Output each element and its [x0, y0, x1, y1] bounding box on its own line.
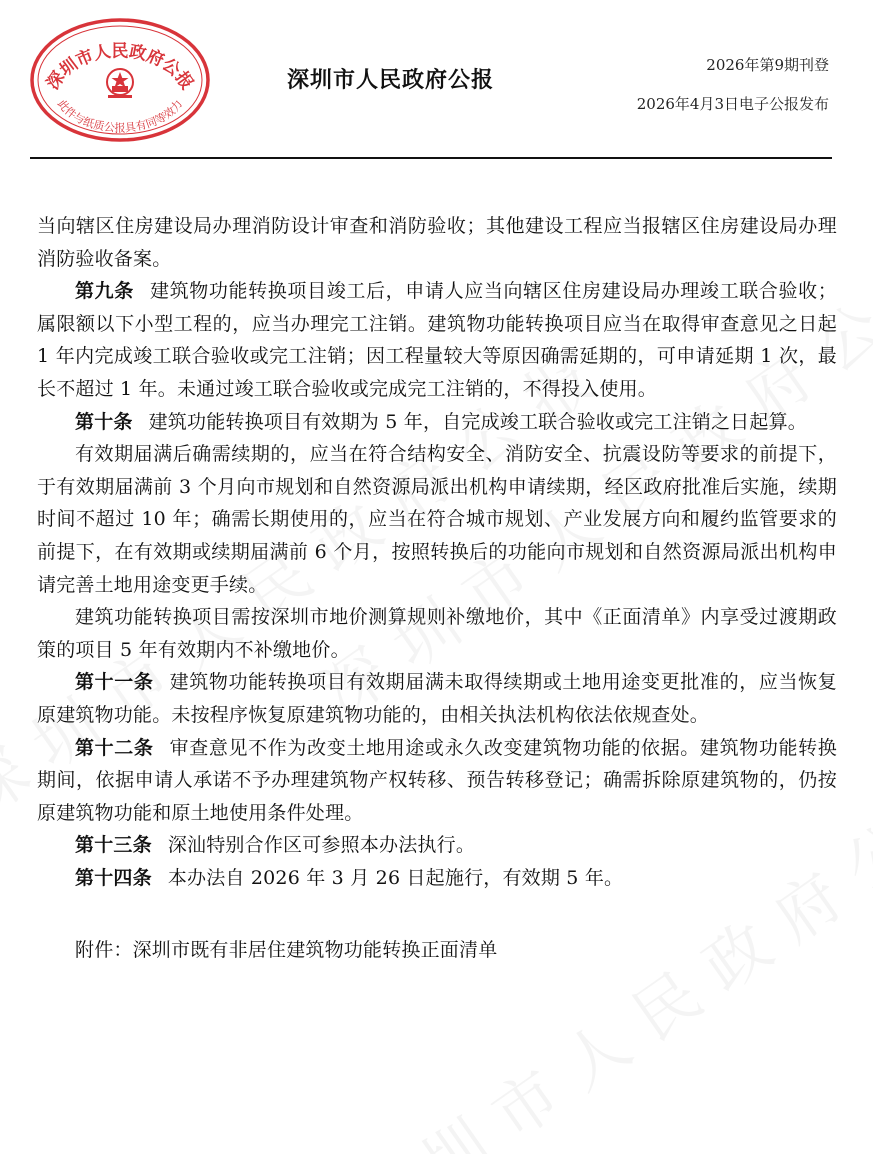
header-divider [30, 157, 832, 159]
svg-text:此件与纸质公报具有同等效力 [55, 97, 185, 135]
article-9 [37, 275, 837, 405]
official-seal-icon [28, 16, 212, 144]
publish-date: 2026年4月3日电子公报发布 [636, 95, 829, 113]
article-9-text: 建筑物功能转换项目竣工后，申请人应当向辖区住房建设局办理竣工联合验收；属限额以下小型工程的，应当办理完工注销。建筑物功能转换项目应当在取得审查意见之日起 1 年内完成竣工联合验收或完工注销；因工程量较大等原因确需延期的，可申请延期 1 次，最长不超过 1 年。未通过竣工联合验收或完成完工注销的，不得投入使用。 [37, 280, 837, 400]
article-13-label: 第十三条 [75, 834, 152, 857]
attachment-note: 附件：深圳市既有非居住建筑物功能转换正面清单 [75, 939, 498, 962]
article-12 [37, 732, 837, 830]
article-11-label: 第十一条 [75, 671, 154, 694]
article-13 [37, 829, 837, 862]
article-14-text: 本办法自 2026 年 3 月 26 日起施行，有效期 5 年。 [167, 866, 624, 889]
article-10-renewal: 有效期届满后确需续期的，应当在符合结构安全、消防安全、抗震设防等要求的前提下，于有效期届满前 3 个月向市规划和自然资源局派出机构申请续期，经区政府批准后实施，续期时间不超过 10 年；确需长期使用的，应当在符合城市规划、产业发展方向和履约监管要求的前提下，在有效期或续期届满前 6 个月，按照转换后的功能向市规划和自然资源局派出机构申请完善土地用途变更手续。 [37, 443, 837, 596]
national-emblem-icon [107, 69, 133, 98]
article-11 [37, 666, 837, 731]
seal-inner-text: 此件与纸质公报具有同等效力 [54, 97, 186, 135]
article-9-label: 第九条 [75, 280, 134, 303]
article-13-text: 深汕特别合作区可参照本办法执行。 [167, 834, 476, 857]
document-header [0, 0, 873, 165]
article-12-text: 审查意见不作为改变土地用途或永久改变建筑物功能的依据。建筑物功能转换期间，依据申请人承诺不予办理建筑物产权转移、预告转移登记；确需拆除原建筑物的，仍按原建筑物功能和原土地使用条件处理。 [37, 736, 837, 824]
gazette-title: 深圳市人民政府公报 [287, 68, 495, 93]
issue-number: 2026年第9期刊登 [706, 56, 829, 74]
article-10 [37, 406, 837, 439]
article-12-label: 第十二条 [75, 736, 154, 759]
seal-ring-text: 深圳市人民政府公报 [43, 41, 197, 94]
article-11-text: 建筑物功能转换项目有效期届满未取得续期或土地用途变更批准的，应当恢复原建筑物功能。未按程序恢复原建筑物功能的，由相关执法机构依法依规查处。 [37, 671, 837, 726]
article-10-text: 建筑功能转换项目有效期为 5 年，自完成竣工联合验收或完工注销之日起算。 [148, 410, 807, 433]
article-10-label: 第十条 [75, 410, 133, 433]
svg-text:深圳市人民政府公报 [43, 41, 198, 94]
paragraph-continuation: 当向辖区住房建设局办理消防设计审查和消防验收；其他建设工程应当报辖区住房建设局办理消防验收备案。 [37, 215, 837, 270]
article-10-land-price: 建筑功能转换项目需按深圳市地价测算规则补缴地价，其中《正面清单》内享受过渡期政策的项目 5 年有效期内不补缴地价。 [37, 606, 837, 661]
document-body [37, 210, 837, 967]
article-14 [37, 862, 837, 895]
article-14-label: 第十四条 [75, 866, 152, 889]
